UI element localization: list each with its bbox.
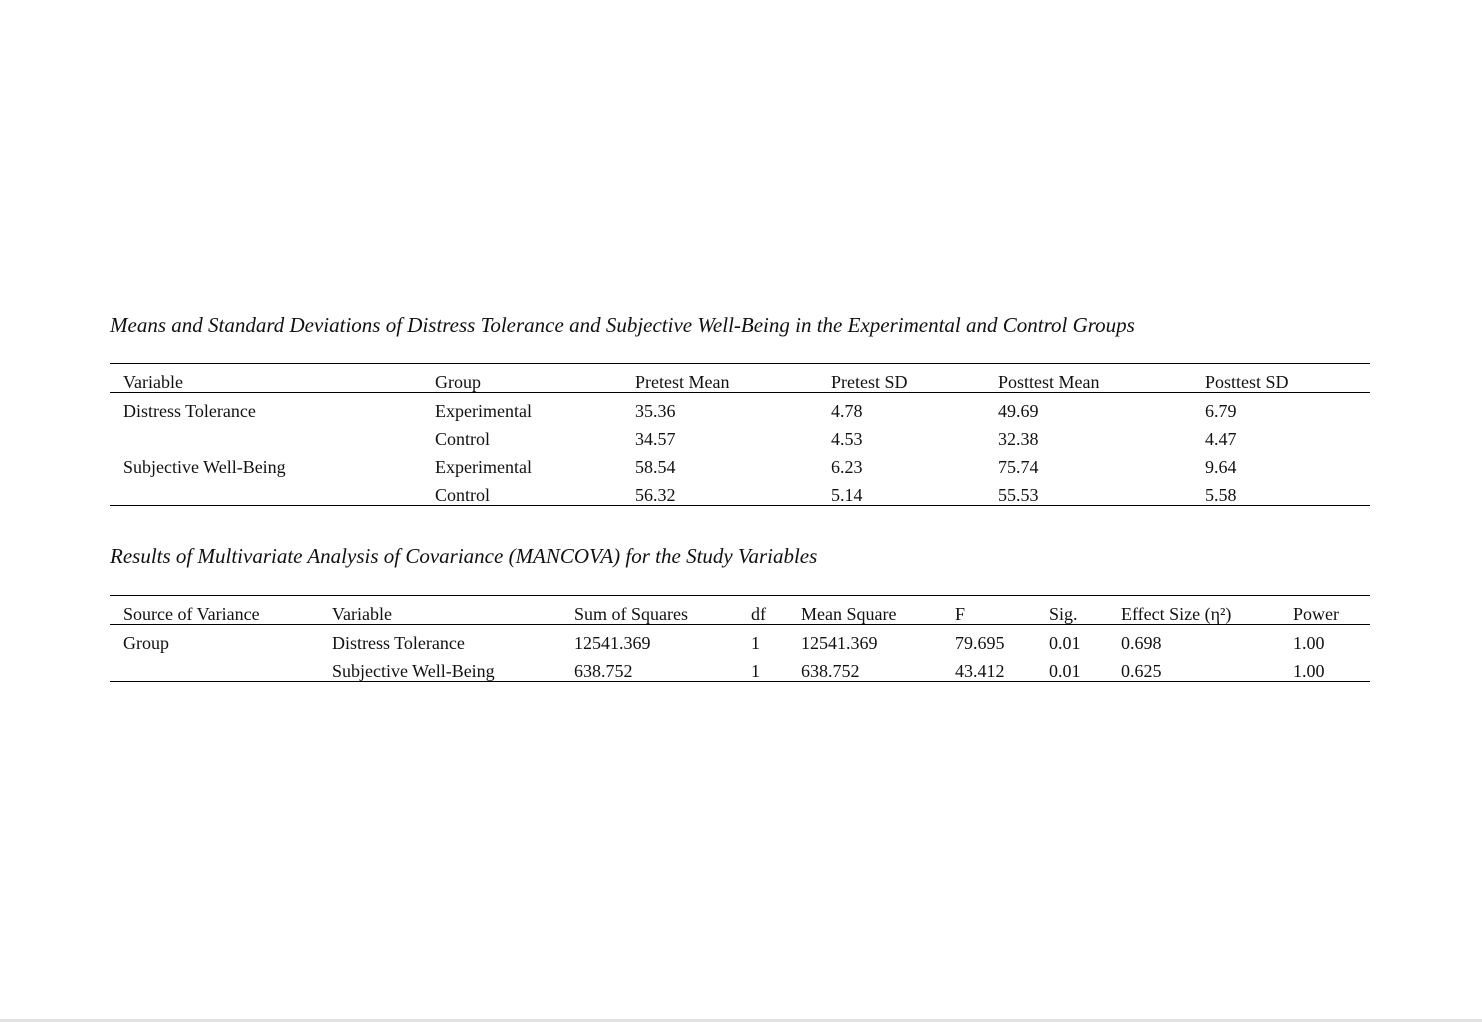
table-row xyxy=(110,625,1370,654)
table-cell: 55.53 xyxy=(998,485,1039,505)
table-cell: Distress Tolerance xyxy=(123,401,256,421)
table-cell: 638.752 xyxy=(801,661,860,681)
table1-header-group: Group xyxy=(435,372,481,392)
table-cell xyxy=(110,653,319,682)
table-cell: 58.54 xyxy=(635,457,676,477)
table2-header-mean-square: Mean Square xyxy=(801,604,897,624)
table1-header-posttest-mean: Posttest Mean xyxy=(998,372,1100,392)
table2-header-variable: Variable xyxy=(332,604,392,624)
table-cell: 4.53 xyxy=(831,429,863,449)
table1-caption: Means and Standard Deviations of Distress Tolerance and Subjective Well-Being in the Experimental and Control Groups xyxy=(110,313,1135,337)
table2-header-power: Power xyxy=(1293,604,1339,624)
table-cell: 56.32 xyxy=(635,485,676,505)
table-row xyxy=(110,477,1370,506)
table2-header-f: F xyxy=(955,604,966,624)
table1-header-row xyxy=(110,364,1370,393)
table1-header-variable: Variable xyxy=(123,372,183,392)
table-cell: 638.752 xyxy=(574,661,633,681)
table2-header-row xyxy=(110,596,1370,625)
mancova-table xyxy=(110,595,1370,682)
table2-header-df: df xyxy=(751,604,766,624)
table2-header-source: Source of Variance xyxy=(123,604,260,624)
table-cell: 75.74 xyxy=(998,457,1039,477)
table-cell: Experimental xyxy=(435,401,532,421)
table-cell: 32.38 xyxy=(998,429,1039,449)
table-cell xyxy=(110,477,422,506)
table-cell: 12541.369 xyxy=(801,633,878,653)
table-cell: 6.23 xyxy=(831,457,863,477)
table-cell: 9.64 xyxy=(1205,457,1237,477)
table-cell: 1 xyxy=(751,661,760,681)
table-cell: 4.47 xyxy=(1205,429,1237,449)
table2-caption: Results of Multivariate Analysis of Covariance (MANCOVA) for the Study Variables xyxy=(110,544,818,568)
table-cell: 79.695 xyxy=(955,633,1005,653)
table2-header-effect-size: Effect Size (η²) xyxy=(1121,604,1232,624)
table1-header-posttest-sd: Posttest SD xyxy=(1205,372,1289,392)
table1-header-pretest-sd: Pretest SD xyxy=(831,372,908,392)
table-cell: 0.698 xyxy=(1121,633,1162,653)
table-cell xyxy=(110,421,422,449)
table-cell: Subjective Well-Being xyxy=(123,457,286,477)
table1-header-pretest-mean: Pretest Mean xyxy=(635,372,730,392)
table-cell: 5.58 xyxy=(1205,485,1237,505)
table-cell: Control xyxy=(435,429,491,449)
table-cell: 1.00 xyxy=(1293,633,1325,653)
table-cell: Experimental xyxy=(435,457,532,477)
means-sd-table xyxy=(110,363,1370,506)
table-cell: 34.57 xyxy=(635,429,676,449)
table-cell: 0.01 xyxy=(1049,661,1081,681)
table-row xyxy=(110,421,1370,449)
table-cell: Subjective Well-Being xyxy=(332,661,495,681)
table-cell: 12541.369 xyxy=(574,633,651,653)
table-cell: 35.36 xyxy=(635,401,676,421)
table-row xyxy=(110,393,1370,422)
table2-header-sum-of-squares: Sum of Squares xyxy=(574,604,688,624)
table-cell: 1 xyxy=(751,633,760,653)
table-cell: Group xyxy=(123,633,169,653)
table-row xyxy=(110,449,1370,477)
table2-header-sig: Sig. xyxy=(1049,604,1078,624)
table-cell: 0.625 xyxy=(1121,661,1162,681)
table-cell: 43.412 xyxy=(955,661,1005,681)
table-cell: 5.14 xyxy=(831,485,863,505)
table-cell: 4.78 xyxy=(831,401,863,421)
table-cell: 0.01 xyxy=(1049,633,1081,653)
table-row xyxy=(110,653,1370,682)
table-cell: 6.79 xyxy=(1205,401,1237,421)
table-cell: Control xyxy=(435,485,491,505)
table-cell: 49.69 xyxy=(998,401,1039,421)
table-cell: 1.00 xyxy=(1293,661,1325,681)
table-cell: Distress Tolerance xyxy=(332,633,465,653)
